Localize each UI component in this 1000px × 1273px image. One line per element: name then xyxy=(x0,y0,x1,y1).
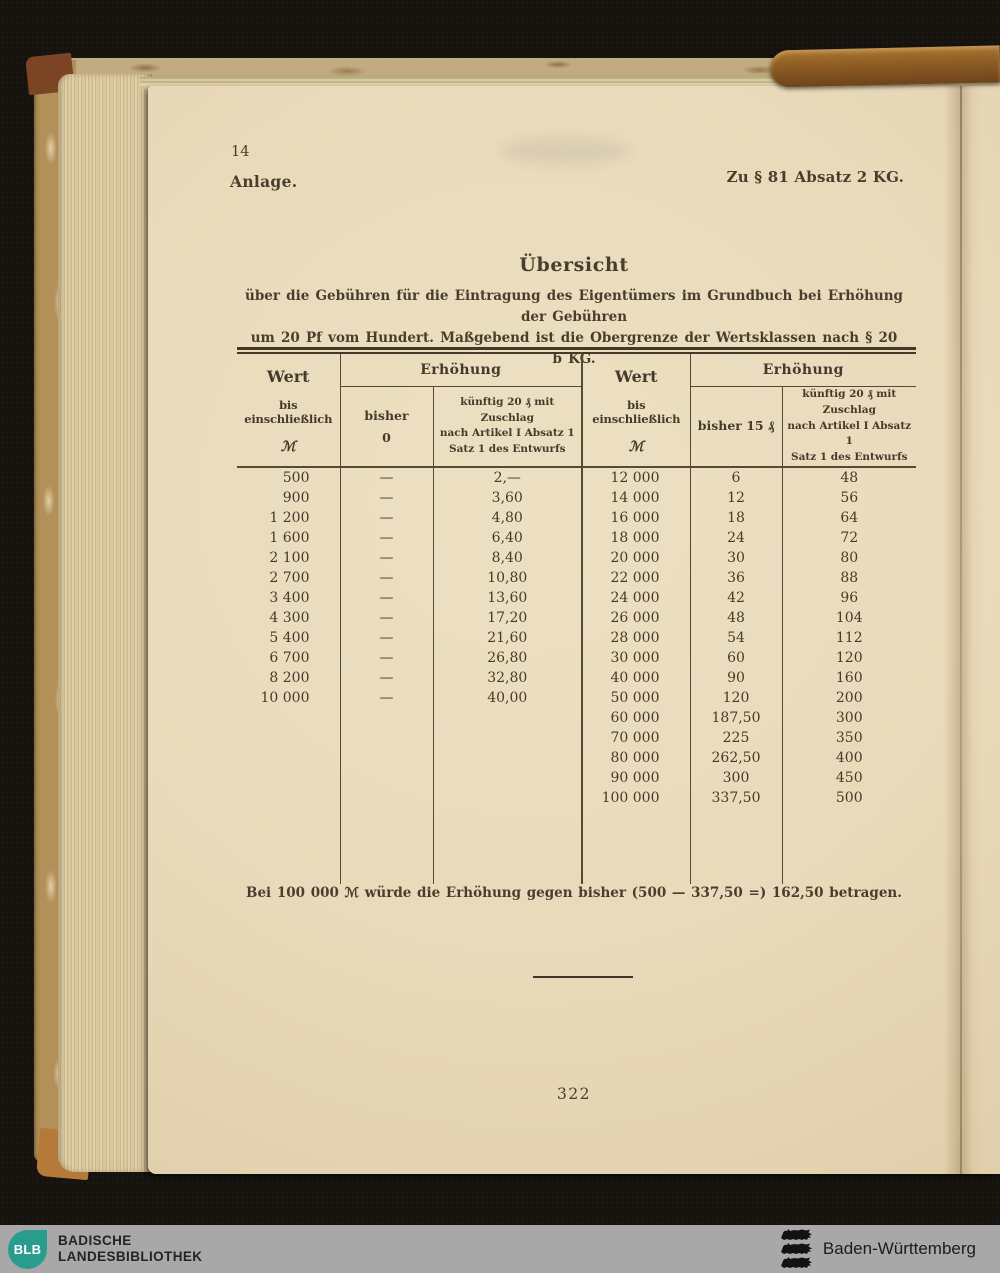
table-cell: 42 xyxy=(690,588,782,608)
table-cell: 300 xyxy=(835,709,863,726)
table-cell: 14 000 xyxy=(582,488,690,508)
table-cell: 2 700 xyxy=(237,568,340,588)
table-cell: 4 300 xyxy=(237,608,340,628)
table-cell: 80 xyxy=(840,549,859,566)
library-name-line2: LANDESBIBLIOTHEK xyxy=(58,1249,203,1264)
table-cell xyxy=(340,748,433,768)
table-cell: 1 600 xyxy=(237,528,340,548)
table-cell: 60 xyxy=(690,648,782,668)
table-cell: 80 000 xyxy=(582,748,690,768)
scanned-page xyxy=(148,86,1000,1174)
fee-table-spacer xyxy=(237,808,916,884)
kuenftig-line1: künftig 20 ₰ mit Zuschlag xyxy=(802,388,897,416)
table-cell: 26,80 xyxy=(433,648,582,668)
table-row xyxy=(237,508,916,528)
table-cell: 13,60 xyxy=(433,588,582,608)
table-cell: 36 xyxy=(690,568,782,588)
table-cell: — xyxy=(340,467,433,488)
table-cell: 337,50 xyxy=(690,788,782,808)
fee-table-body xyxy=(237,467,916,808)
table-row xyxy=(237,628,916,648)
statute-reference: Zu § 81 Absatz 2 KG. xyxy=(726,168,904,186)
mark-currency-symbol: ℳ xyxy=(628,438,644,455)
table-cell: — xyxy=(340,488,433,508)
table-row xyxy=(237,568,916,588)
table-cell: 90 xyxy=(690,668,782,688)
table-cell xyxy=(340,788,433,808)
header-wert-left xyxy=(237,353,340,467)
blb-logo-text: BLB xyxy=(13,1241,42,1257)
table-row xyxy=(237,688,916,708)
table-cell: 48 xyxy=(690,608,782,628)
subtitle-line-1: über die Gebühren für die Eintragung des Eigentümers im Grundbuch bei Erhöhung der Gebühren xyxy=(245,288,903,325)
table-cell: 200 xyxy=(835,689,863,706)
table-cell: 6 xyxy=(690,467,782,488)
subtitle-line-2: um 20 Pf vom Hundert. Maßgebend ist die Obergrenze der Wertsklassen nach § 20 b KG. xyxy=(250,330,898,367)
viewer-footer-bar xyxy=(0,1225,1000,1273)
table-cell: 450 xyxy=(835,769,863,786)
table-cell: 120 xyxy=(690,688,782,708)
table-cell: 12 000 xyxy=(582,467,690,488)
table-cell xyxy=(433,708,582,728)
table-row xyxy=(237,588,916,608)
table-cell: 2,— xyxy=(433,467,582,488)
table-cell: — xyxy=(340,588,433,608)
table-cell xyxy=(433,728,582,748)
table-cell: 500 xyxy=(835,789,863,806)
table-cell: 21,60 xyxy=(433,628,582,648)
table-cell: — xyxy=(340,508,433,528)
table-cell: 3 400 xyxy=(237,588,340,608)
table-row xyxy=(237,788,916,808)
table-cell: — xyxy=(340,568,433,588)
table-cell: 112 xyxy=(835,629,863,646)
table-row xyxy=(237,708,916,728)
footer-right-group xyxy=(778,1228,976,1270)
mark-currency-symbol: ℳ xyxy=(280,438,296,455)
fee-table-wrapper xyxy=(237,347,916,884)
table-cell: 28 000 xyxy=(582,628,690,648)
table-cell: 8 200 xyxy=(237,668,340,688)
table-cell: 1 200 xyxy=(237,508,340,528)
table-cell: 22 000 xyxy=(582,568,690,588)
table-cell: 30 000 xyxy=(582,648,690,668)
header-wert-line1: Wert xyxy=(614,366,658,386)
table-cell: 96 xyxy=(840,589,859,606)
table-cell: 54 xyxy=(690,628,782,648)
table-cell xyxy=(340,708,433,728)
kuenftig-line2: nach Artikel I Absatz 1 xyxy=(787,419,912,448)
fee-table xyxy=(237,352,916,884)
table-cell: 160 xyxy=(835,669,863,686)
table-cell: 24 000 xyxy=(582,588,690,608)
table-cell: 8,40 xyxy=(433,548,582,568)
footnote: Bei 100 000 ℳ würde die Erhöhung gegen bisher (500 — 337,50 =) 162,50 betragen. xyxy=(246,885,902,901)
table-cell xyxy=(237,708,340,728)
header-wert-line2: bis einschließlich xyxy=(592,398,681,427)
kuenftig-line1: künftig 20 ₰ mit Zuschlag xyxy=(460,395,555,424)
table-cell: 500 xyxy=(237,467,340,488)
table-row xyxy=(237,768,916,788)
table-cell: — xyxy=(340,548,433,568)
table-cell: 3,60 xyxy=(433,488,582,508)
table-cell: 100 000 xyxy=(582,788,690,808)
table-row xyxy=(237,467,916,488)
table-cell: 6 700 xyxy=(237,648,340,668)
table-cell: 48 xyxy=(840,469,859,486)
table-row xyxy=(237,528,916,548)
table-cell: 70 000 xyxy=(582,728,690,748)
table-cell: 5 400 xyxy=(237,628,340,648)
kuenftig-line2: nach Artikel I Absatz 1 xyxy=(439,427,575,440)
header-kuenftig-right xyxy=(782,387,916,467)
table-cell: 6,40 xyxy=(433,528,582,548)
table-row xyxy=(237,748,916,768)
table-cell: 187,50 xyxy=(690,708,782,728)
table-cell: 50 000 xyxy=(582,688,690,708)
table-cell: 900 xyxy=(237,488,340,508)
document-title: Übersicht xyxy=(519,254,629,276)
table-cell: 88 xyxy=(840,569,859,586)
table-cell: 4,80 xyxy=(433,508,582,528)
spine-leather-roll xyxy=(770,45,1000,87)
table-cell: 18 000 xyxy=(582,528,690,548)
table-cell xyxy=(433,748,582,768)
table-cell: 20 000 xyxy=(582,548,690,568)
table-cell xyxy=(433,788,582,808)
table-cell xyxy=(340,728,433,748)
section-end-rule xyxy=(533,976,633,978)
header-bisher-left xyxy=(340,387,433,467)
state-label: Baden-Württemberg xyxy=(822,1239,976,1258)
table-cell: 400 xyxy=(835,749,863,766)
table-cell: 10 000 xyxy=(237,688,340,708)
table-row xyxy=(237,548,916,568)
folio-number: 14 xyxy=(231,144,250,160)
table-cell: 40,00 xyxy=(433,688,582,708)
table-cell: 10,80 xyxy=(433,568,582,588)
table-cell: 17,20 xyxy=(433,608,582,628)
table-cell: 18 xyxy=(690,508,782,528)
table-cell: 350 xyxy=(835,729,863,746)
table-cell: 72 xyxy=(840,529,859,546)
table-cell xyxy=(237,788,340,808)
table-cell xyxy=(237,748,340,768)
table-cell: 40 000 xyxy=(582,668,690,688)
table-cell: 16 000 xyxy=(582,508,690,528)
table-cell: — xyxy=(340,648,433,668)
header-erhoehung-right: Erhöhung xyxy=(690,353,916,387)
table-row xyxy=(237,728,916,748)
table-cell: — xyxy=(340,608,433,628)
header-wert-right xyxy=(582,353,690,467)
table-cell: — xyxy=(340,528,433,548)
table-cell xyxy=(340,768,433,788)
kuenftig-line3: Satz 1 des Entwurfs xyxy=(790,451,908,463)
table-cell: 300 xyxy=(690,768,782,788)
library-name xyxy=(58,1233,202,1265)
kuenftig-line3: Satz 1 des Entwurfs xyxy=(448,443,566,456)
table-cell: 64 xyxy=(840,509,859,526)
page-edges-stack xyxy=(58,74,152,1172)
table-cell: 90 000 xyxy=(582,768,690,788)
table-cell: 12 xyxy=(690,488,782,508)
table-row xyxy=(237,608,916,628)
table-cell: 32,80 xyxy=(433,668,582,688)
table-cell xyxy=(237,728,340,748)
header-kuenftig-left xyxy=(433,387,582,467)
table-cell: — xyxy=(340,668,433,688)
table-row xyxy=(237,668,916,688)
header-erhoehung-left: Erhöhung xyxy=(340,353,582,387)
annex-label: Anlage. xyxy=(230,172,298,191)
table-cell: — xyxy=(340,688,433,708)
table-cell: 2 100 xyxy=(237,548,340,568)
table-cell: 225 xyxy=(690,728,782,748)
table-row xyxy=(237,648,916,668)
header-wert-line1: Wert xyxy=(266,366,310,386)
bisher-label: bisher xyxy=(364,407,409,423)
table-cell: 24 xyxy=(690,528,782,548)
table-cell xyxy=(433,768,582,788)
blb-logo xyxy=(8,1230,47,1269)
table-cell: 104 xyxy=(835,609,863,626)
library-name-line1: BADISCHE xyxy=(58,1232,132,1248)
table-row xyxy=(237,488,916,508)
header-wert-line2: bis einschließlich xyxy=(244,398,333,427)
page-content xyxy=(148,86,1000,1174)
table-cell: — xyxy=(340,628,433,648)
table-cell: 30 xyxy=(690,548,782,568)
fee-table-header xyxy=(237,353,916,467)
baden-wuerttemberg-coat-of-arms-icon xyxy=(778,1228,814,1270)
table-cell: 56 xyxy=(840,489,859,506)
bisher-zero: 0 xyxy=(382,429,391,445)
table-cell: 120 xyxy=(835,649,863,666)
table-cell: 262,50 xyxy=(690,748,782,768)
table-cell: 26 000 xyxy=(582,608,690,628)
table-cell xyxy=(237,768,340,788)
page-number: 322 xyxy=(556,1085,592,1103)
header-bisher-right: bisher 15 ₰ xyxy=(690,387,782,467)
table-cell: 60 000 xyxy=(582,708,690,728)
